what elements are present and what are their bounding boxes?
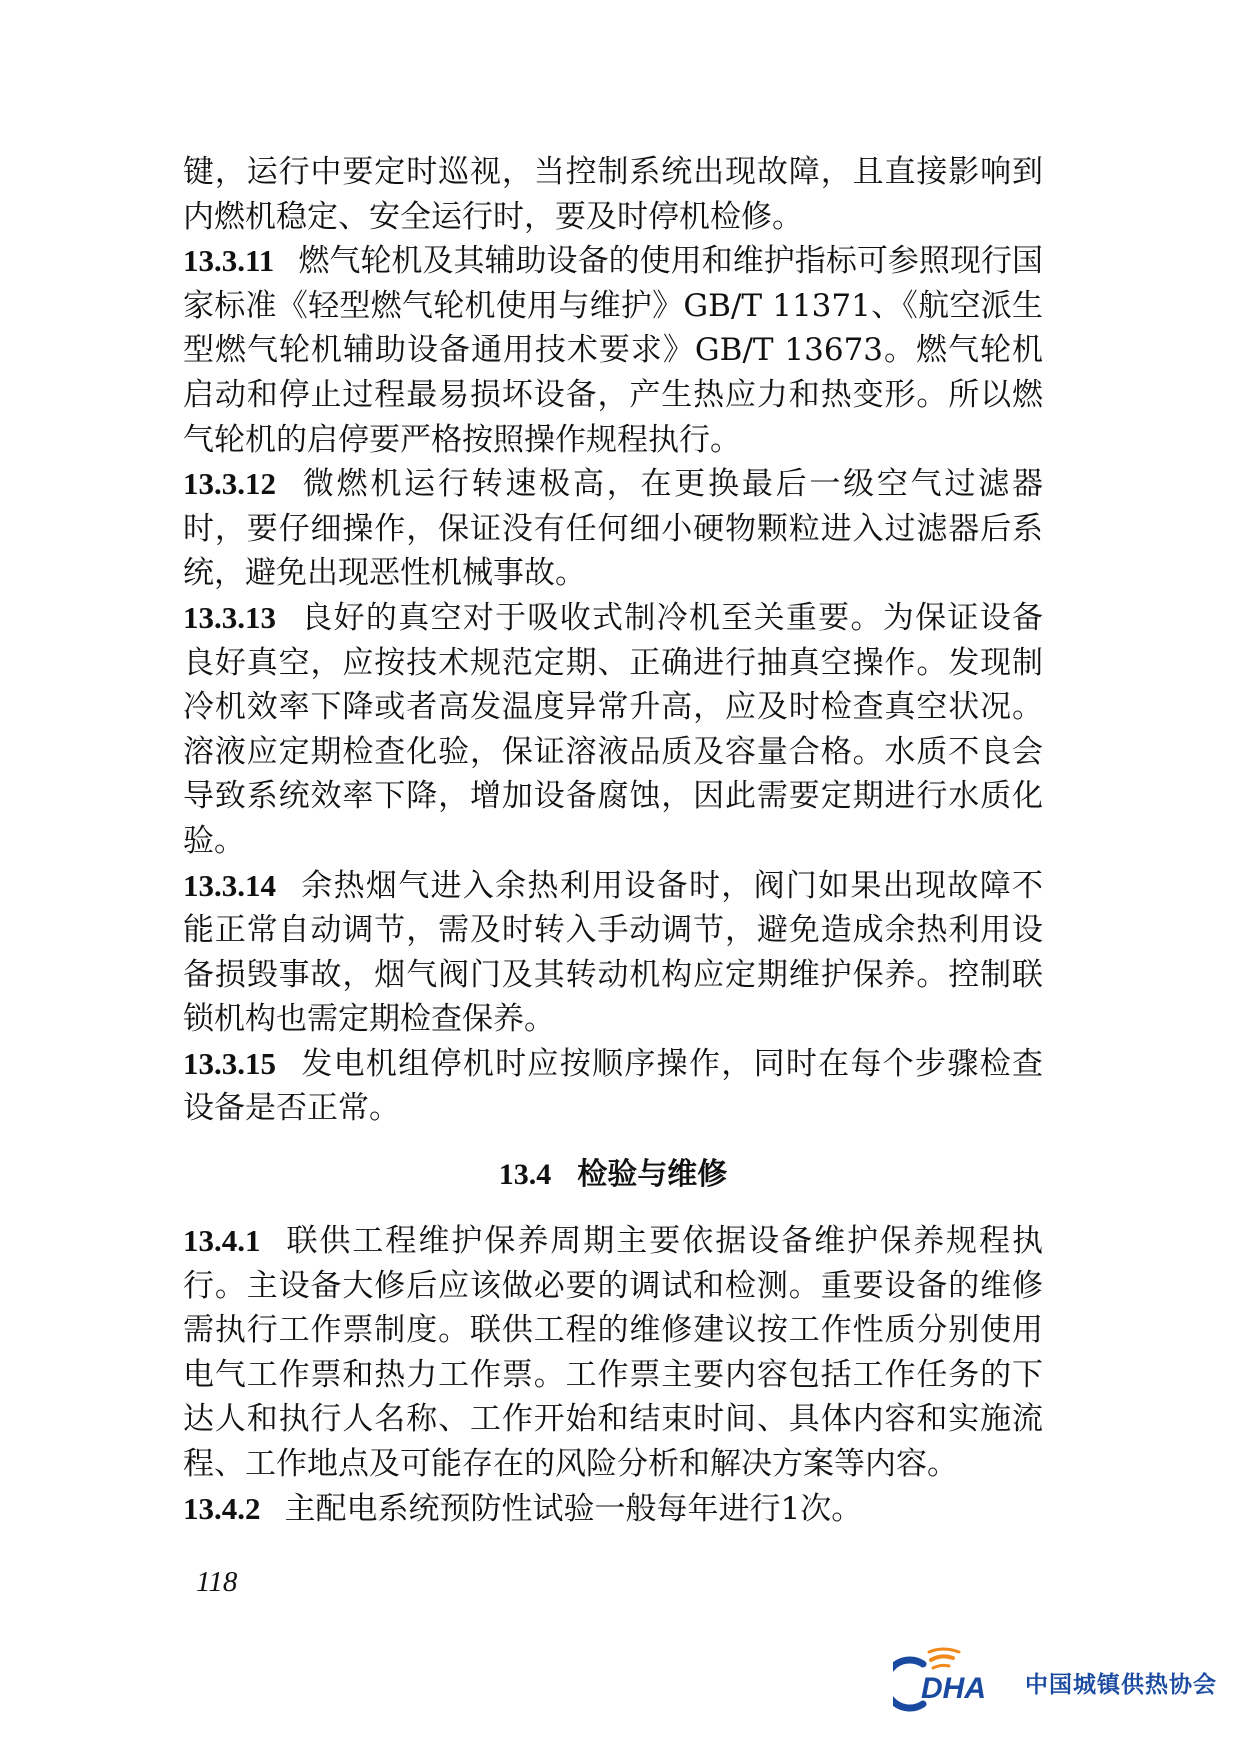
clause-number: 13.4.1: [183, 1223, 261, 1259]
clause-number: 13.4.2: [183, 1490, 261, 1526]
cdha-logo: [893, 1646, 1223, 1716]
clause-number: 13.3.12: [183, 466, 276, 502]
clause-13-3-11: [183, 239, 1043, 462]
clause-text: 主配电系统预防性试验一般每年进行1次。: [284, 1490, 863, 1527]
clause-text: 联供工程维护保养周期主要依据设备维护保养规程执行。主设备大修后应该做必要的调试和检测。重要设备的维修需执行工作票制度。联供工程的维修建议按工作性质分别使用电气工作票和热力工作票。工作票主要内容包括工作任务的下达人和执行人名称、工作开始和结束时间、具体内容和实施流程、工作地点及可能存在的风险分析和解决方案等内容。: [183, 1223, 1043, 1483]
page-number: 118: [196, 1566, 238, 1598]
logo-org-name: 中国城镇供热协会: [1025, 1672, 1217, 1698]
clause-text: 余热烟气进入余热利用设备时，阀门如果出现故障不能正常自动调节，需及时转入手动调节，避免造成余热利用设备损毁事故，烟气阀门及其转动机构应定期维护保养。控制联锁机构也需定期检查保养。: [183, 867, 1043, 1038]
clause-number: 13.3.11: [183, 243, 275, 279]
cdha-logo-icon: [893, 1646, 1023, 1716]
logo-letters: DHA: [921, 1672, 986, 1705]
clause-text: 良好的真空对于吸收式制冷机至关重要。为保证设备良好真空，应按技术规范定期、正确进行抽真空操作。发现制冷机效率下降或者高发温度异常升高，应及时检查真空状况。溶液应定期检查化验，保证溶液品质及容量合格。水质不良会导致系统效率下降，增加设备腐蚀，因此需要定期进行水质化验。: [183, 599, 1043, 859]
clause-13-4-2: [183, 1487, 1043, 1532]
clause-13-3-13: [183, 596, 1043, 864]
clause-13-3-15: [183, 1042, 1043, 1131]
clause-text: 发电机组停机时应按顺序操作，同时在每个步骤检查设备是否正常。: [183, 1045, 1043, 1127]
section-number: 13.4: [498, 1158, 552, 1192]
clause-13-3-14: [183, 864, 1043, 1042]
clause-13-3-12: [183, 462, 1043, 596]
clause-number: 13.3.14: [183, 867, 276, 903]
section-heading: [183, 1153, 1043, 1197]
paragraph-text: 键，运行中要定时巡视，当控制系统出现故障，且直接影响到内燃机稳定、安全运行时，要及时停机检修。: [183, 154, 1043, 235]
clause-number: 13.3.13: [183, 599, 276, 635]
clause-13-4-1: [183, 1219, 1043, 1487]
content-body: [183, 150, 1043, 1531]
paragraph-continued: [183, 150, 1043, 239]
clause-text: 微燃机运行转速极高，在更换最后一级空气过滤器时，要仔细操作，保证没有任何细小硬物颗粒进入过滤器后系统，避免出现恶性机械事故。: [183, 466, 1043, 592]
section-title: 检验与维修: [577, 1157, 728, 1193]
clause-number: 13.3.15: [183, 1045, 276, 1081]
clause-text: 燃气轮机及其辅助设备的使用和维护指标可参照现行国家标准《轻型燃气轮机使用与维护》GB/T 11371、《航空派生型燃气轮机辅助设备通用技术要求》GB/T 13673。燃气轮机启动和停止过程最易损坏设备，产生热应力和热变形。所以燃气轮机的启停要严格按照操作规程执行。: [183, 243, 1043, 458]
